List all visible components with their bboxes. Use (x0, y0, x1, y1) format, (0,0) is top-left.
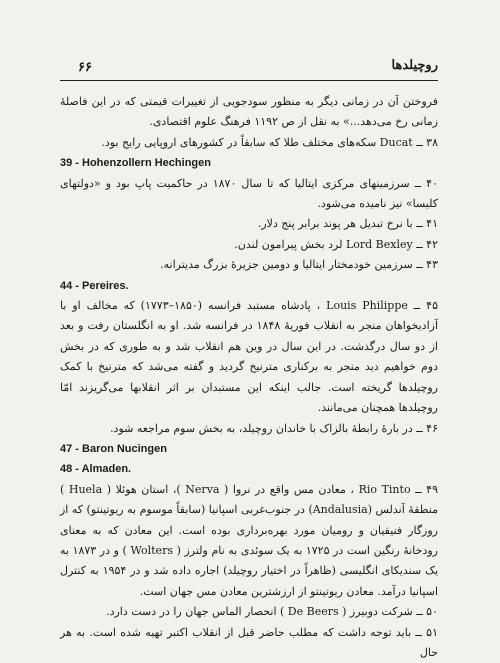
note-37-continuation: فروختن آن در زمانی دیگر به منظور سودجویی از تغییرات قیمتی که در این فاصلهٔ زمانی رخ می‌دهد...» به نقل از ص ۱۱۹۲ فرهنگ علوم اقتصادی. (60, 95, 438, 129)
note-45: ۴۵ ــ Louis Philippe ، پادشاه مستبد فرانسه (۱۸۵۰–۱۷۷۳) که مخالف او با آزادیخواهان منجر به انقلاب فوریهٔ ۱۸۴۸ در فرانسه شد. او به انگلستان رفت و بعد از دو سال درگذشت. در این سال در وین هم انقلاب شد و به طوری که در بخش دوم خواهیم دید منجر به برکناری مترنیخ گردید و گفته می‌شد که مترنیخ با کمک روچیلدها گریخته است. جالب اینکه این مستبدان بر اثر انقلابها می‌گریزند امّا روچیلدها همچنان می‌مانند. (60, 299, 438, 415)
note-39: 39 - Hohenzollern Hechingen (60, 157, 211, 170)
footnotes-body (60, 92, 438, 663)
note-48: 48 - Almaden. (60, 463, 132, 476)
page-header (60, 58, 438, 81)
page-number: ۶۶ (78, 60, 92, 75)
running-title: روچیلدها (391, 58, 438, 73)
note-41: ۴۱ ــ با نرخ تبدیل هر پوند برابر پنج دلار. (257, 217, 438, 231)
note-51: ۵۱ ــ باید توجه داشت که مطلب حاضر قبل از انقلاب اکتبر تهیه شده است. به هر حال (60, 625, 438, 659)
note-38: ۳۸ ــ Ducat سکه‌های مختلف طلا که سابقاً در کشورهای اروپایی رایج بود. (101, 135, 438, 149)
note-44: 44 - Pereires. (60, 279, 129, 292)
note-42: ۴۲ ــ Lord Bexley لرد بخش پیرامون لندن. (234, 237, 438, 251)
note-50: ۵۰ ــ شرکت دوبیرز ( De Beers ) انحصار الماس جهان را در دست دارد. (106, 605, 438, 619)
note-40: ۴۰ ــ سرزمینهای مرکزی ایتالیا که تا سال ۱۸۷۰ در حاکمیت پاپ بود و «دولتهای کلیسا» نیز نامیده می‌شود. (60, 176, 438, 211)
note-49: ۴۹ ــ Rio Tinto ، معادن مس واقع در نروا ( Nerva )، استان هوئلا ( Huela ) منطقهٔ آندلس (Andalusia) در جنوب‌غربی اسپانیا (سابقاً موسوم به ریوتینتو) که از روزگار فنیقیان و رومیان مورد بهره‌برداری بوده است. این معادن که به معنای رودخانهٔ رنگین است در ۱۷۲۵ به یک سوئدی به نام ولترز ( Wolters ) و در ۱۸۷۳ به یک سندیکای انگلیسی (ظاهراً در اختیار روچیلد) اجاره داده شد و در ۱۹۵۴ به کنترل اسپانیا درآمد. معادن ریوتینتو از ارزشترین معادن مس جهان است. (60, 482, 439, 598)
note-47: 47 - Baron Nucingen (60, 442, 167, 455)
note-46: ۴۶ ــ در بارهٔ رابطهٔ بالزاک با خاندان روچیلد، به بخش سوم مراجعه شود. (110, 421, 438, 435)
note-43: ۴۳ ــ سرزمین خودمختار ایتالیا و دومین جزیرهٔ بزرگ مدیترانه. (160, 258, 438, 272)
